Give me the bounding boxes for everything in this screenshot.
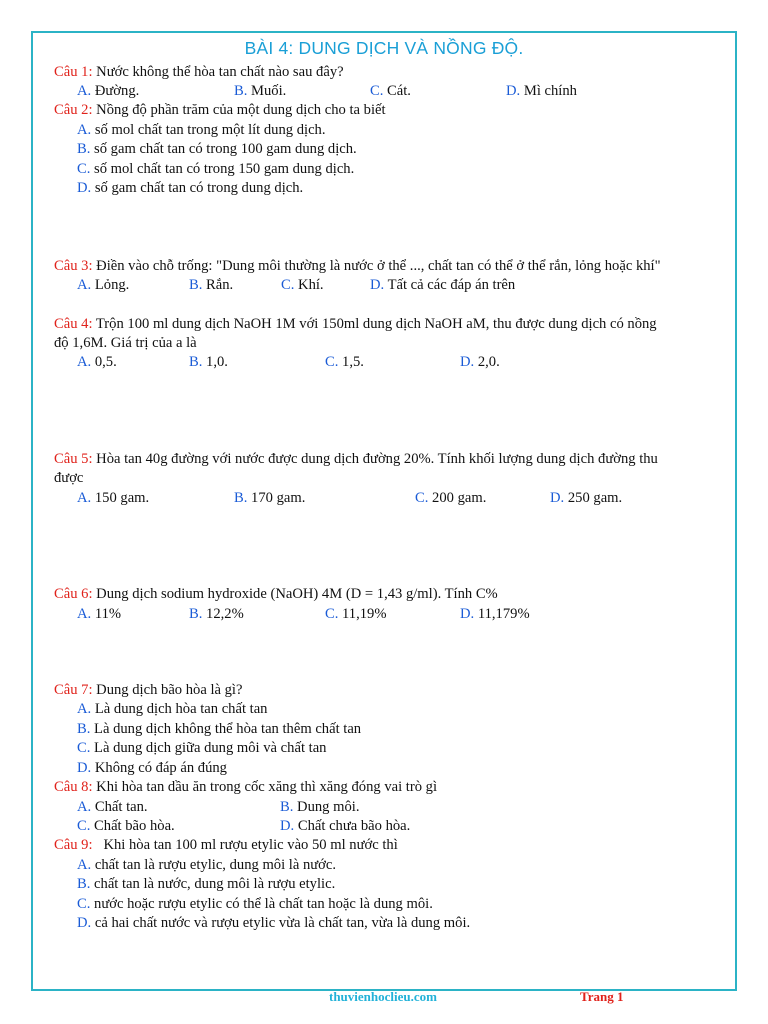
option-label: B. (77, 721, 91, 737)
q4-option-c (325, 353, 364, 371)
question-label: Câu 2: (54, 102, 93, 118)
option-text: Mì chính (520, 83, 577, 99)
option-text: Chất tan. (91, 799, 148, 815)
option-text: Tất cả các đáp án trên (384, 277, 516, 293)
question-text: Khi hòa tan 100 ml rượu etylic vào 50 ml nước thì (92, 837, 398, 853)
option-text: 150 gam. (91, 490, 150, 506)
question-label: Câu 6: (54, 586, 93, 602)
question-1 (54, 63, 344, 81)
q4-option-d (460, 353, 500, 371)
question-label: Câu 5: (54, 451, 93, 467)
q4-option-a (77, 353, 117, 371)
question-text: Hòa tan 40g đường với nước được dung dịch đường 20%. Tính khối lượng dung dịch đường thu (92, 451, 658, 467)
option-label: A. (77, 857, 92, 873)
q1-option-d (506, 82, 577, 100)
question-9 (54, 836, 398, 854)
question-3 (54, 257, 661, 275)
question-label: Câu 8: (54, 779, 93, 795)
question-2 (54, 101, 386, 119)
option-label: D. (460, 354, 475, 370)
option-label: A. (77, 122, 92, 138)
question-label: Câu 7: (54, 682, 93, 698)
option-text: 11,19% (338, 606, 387, 622)
option-label: D. (506, 83, 521, 99)
option-label: B. (189, 277, 203, 293)
question-8 (54, 778, 437, 796)
option-label: A. (77, 354, 92, 370)
question-text: Trộn 100 ml dung dịch NaOH 1M với 150ml dung dịch NaOH aM, thu được dung dịch có nồng (92, 316, 657, 332)
option-label: A. (77, 799, 92, 815)
option-text: số gam chất tan có trong 100 gam dung dịch. (90, 141, 357, 157)
option-text: 1,5. (338, 354, 364, 370)
option-label: A. (77, 490, 92, 506)
option-label: C. (77, 740, 91, 756)
option-label: A. (77, 606, 92, 622)
option-text: Rắn. (202, 277, 234, 293)
option-label: B. (234, 490, 248, 506)
option-label: C. (77, 161, 91, 177)
option-label: D. (77, 760, 92, 776)
option-label: D. (77, 180, 92, 196)
option-label: B. (77, 876, 91, 892)
option-text: số mol chất tan có trong 150 gam dung dịch. (90, 161, 355, 177)
q9-option-b (77, 875, 335, 893)
q9-option-c (77, 895, 433, 913)
q6-option-a (77, 605, 121, 623)
question-text: Khi hòa tan dầu ăn trong cốc xăng thì xăng đóng vai trò gì (92, 779, 438, 795)
question-label: Câu 4: (54, 316, 93, 332)
question-5 (54, 450, 658, 468)
option-label: B. (280, 799, 294, 815)
q5-option-c (415, 489, 486, 507)
option-label: C. (325, 606, 339, 622)
option-label: B. (189, 606, 203, 622)
option-label: D. (370, 277, 385, 293)
q9-option-d (77, 914, 470, 932)
q8-option-a (77, 798, 148, 816)
option-text: 2,0. (474, 354, 500, 370)
page-title: BÀI 4: DUNG DỊCH VÀ NỒNG ĐỘ. (244, 38, 524, 58)
option-label: C. (415, 490, 429, 506)
option-text: 250 gam. (564, 490, 623, 506)
q2-option-c (77, 160, 354, 178)
q8-option-b (280, 798, 359, 816)
footer-page-number: Trang 1 (580, 989, 624, 1004)
q3-option-c (281, 276, 324, 294)
q7-option-a (77, 700, 267, 718)
q1-option-c (370, 82, 411, 100)
option-text: số gam chất tan có trong dung dịch. (91, 180, 304, 196)
q6-option-d (460, 605, 530, 623)
option-label: A. (77, 277, 92, 293)
q2-option-b (77, 140, 357, 158)
option-text: Chất bão hòa. (90, 818, 175, 834)
option-text: Đường. (91, 83, 140, 99)
option-label: B. (189, 354, 203, 370)
q7-option-c (77, 739, 326, 757)
option-text: 170 gam. (247, 490, 306, 506)
option-label: A. (77, 701, 92, 717)
question-label: Câu 9: (54, 837, 93, 853)
option-label: C. (325, 354, 339, 370)
option-text: cả hai chất nước và rượu etylic vừa là chất tan, vừa là dung môi. (91, 915, 471, 931)
question-6 (54, 585, 498, 603)
option-label: C. (370, 83, 384, 99)
footer-website[interactable]: thuvienhoclieu.com (329, 989, 437, 1004)
q9-option-a (77, 856, 336, 874)
q7-option-b (77, 720, 361, 738)
q4-option-b (189, 353, 228, 371)
q1-option-a (77, 82, 139, 100)
option-text: Khí. (294, 277, 324, 293)
option-label: D. (280, 818, 295, 834)
option-text: 1,0. (202, 354, 228, 370)
question-7 (54, 681, 242, 699)
question-text: Điền vào chỗ trống: "Dung môi thường là nước ở thể ..., chất tan có thể ở thể rắn, lỏng hoặc khí" (92, 258, 661, 274)
q5-option-d (550, 489, 622, 507)
option-label: A. (77, 83, 92, 99)
option-label: C. (77, 896, 91, 912)
q2-option-a (77, 121, 326, 139)
q5-option-a (77, 489, 149, 507)
option-text: Dung môi. (293, 799, 360, 815)
option-text: Là dung dịch không thể hòa tan thêm chất tan (90, 721, 362, 737)
question-text: Dung dịch bão hòa là gì? (92, 682, 243, 698)
q2-option-d (77, 179, 303, 197)
option-text: Muối. (247, 83, 287, 99)
option-label: C. (281, 277, 295, 293)
option-text: nước hoặc rượu etylic có thể là chất tan hoặc là dung môi. (90, 896, 433, 912)
option-text: Chất chưa bão hòa. (294, 818, 411, 834)
question-4 (54, 315, 657, 333)
question-text: Nồng độ phần trăm của một dung dịch cho ta biết (92, 102, 386, 118)
q7-option-d (77, 759, 227, 777)
question-text: Dung dịch sodium hydroxide (NaOH) 4M (D = 1,43 g/ml). Tính C% (92, 586, 498, 602)
option-text: 0,5. (91, 354, 117, 370)
q8-option-d (280, 817, 410, 835)
option-text: Không có đáp án đúng (91, 760, 227, 776)
q1-option-b (234, 82, 286, 100)
q3-option-b (189, 276, 233, 294)
option-text: 12,2% (202, 606, 244, 622)
option-text: chất tan là nước, dung môi là rượu etylic. (90, 876, 336, 892)
option-label: D. (460, 606, 475, 622)
question-label: Câu 3: (54, 258, 93, 274)
q8-option-c (77, 817, 175, 835)
q3-option-a (77, 276, 129, 294)
option-label: B. (77, 141, 91, 157)
option-label: C. (77, 818, 91, 834)
question-5-continued: được (54, 470, 84, 486)
option-label: B. (234, 83, 248, 99)
option-text: 200 gam. (428, 490, 487, 506)
option-label: D. (77, 915, 92, 931)
option-text: Là dung dịch hòa tan chất tan (91, 701, 268, 717)
option-text: Lỏng. (91, 277, 130, 293)
question-label: Câu 1: (54, 64, 93, 80)
question-4-continued: độ 1,6M. Giá trị của a là (54, 335, 197, 351)
option-text: chất tan là rượu etylic, dung môi là nước. (91, 857, 337, 873)
q5-option-b (234, 489, 305, 507)
q3-option-d (370, 276, 515, 294)
option-text: Cát. (383, 83, 411, 99)
question-text: Nước không thể hòa tan chất nào sau đây? (92, 64, 344, 80)
option-text: số mol chất tan trong một lít dung dịch. (91, 122, 326, 138)
q6-option-c (325, 605, 387, 623)
option-text: 11,179% (474, 606, 530, 622)
option-label: D. (550, 490, 565, 506)
option-text: Là dung dịch giữa dung môi và chất tan (90, 740, 327, 756)
q6-option-b (189, 605, 244, 623)
option-text: 11% (91, 606, 122, 622)
